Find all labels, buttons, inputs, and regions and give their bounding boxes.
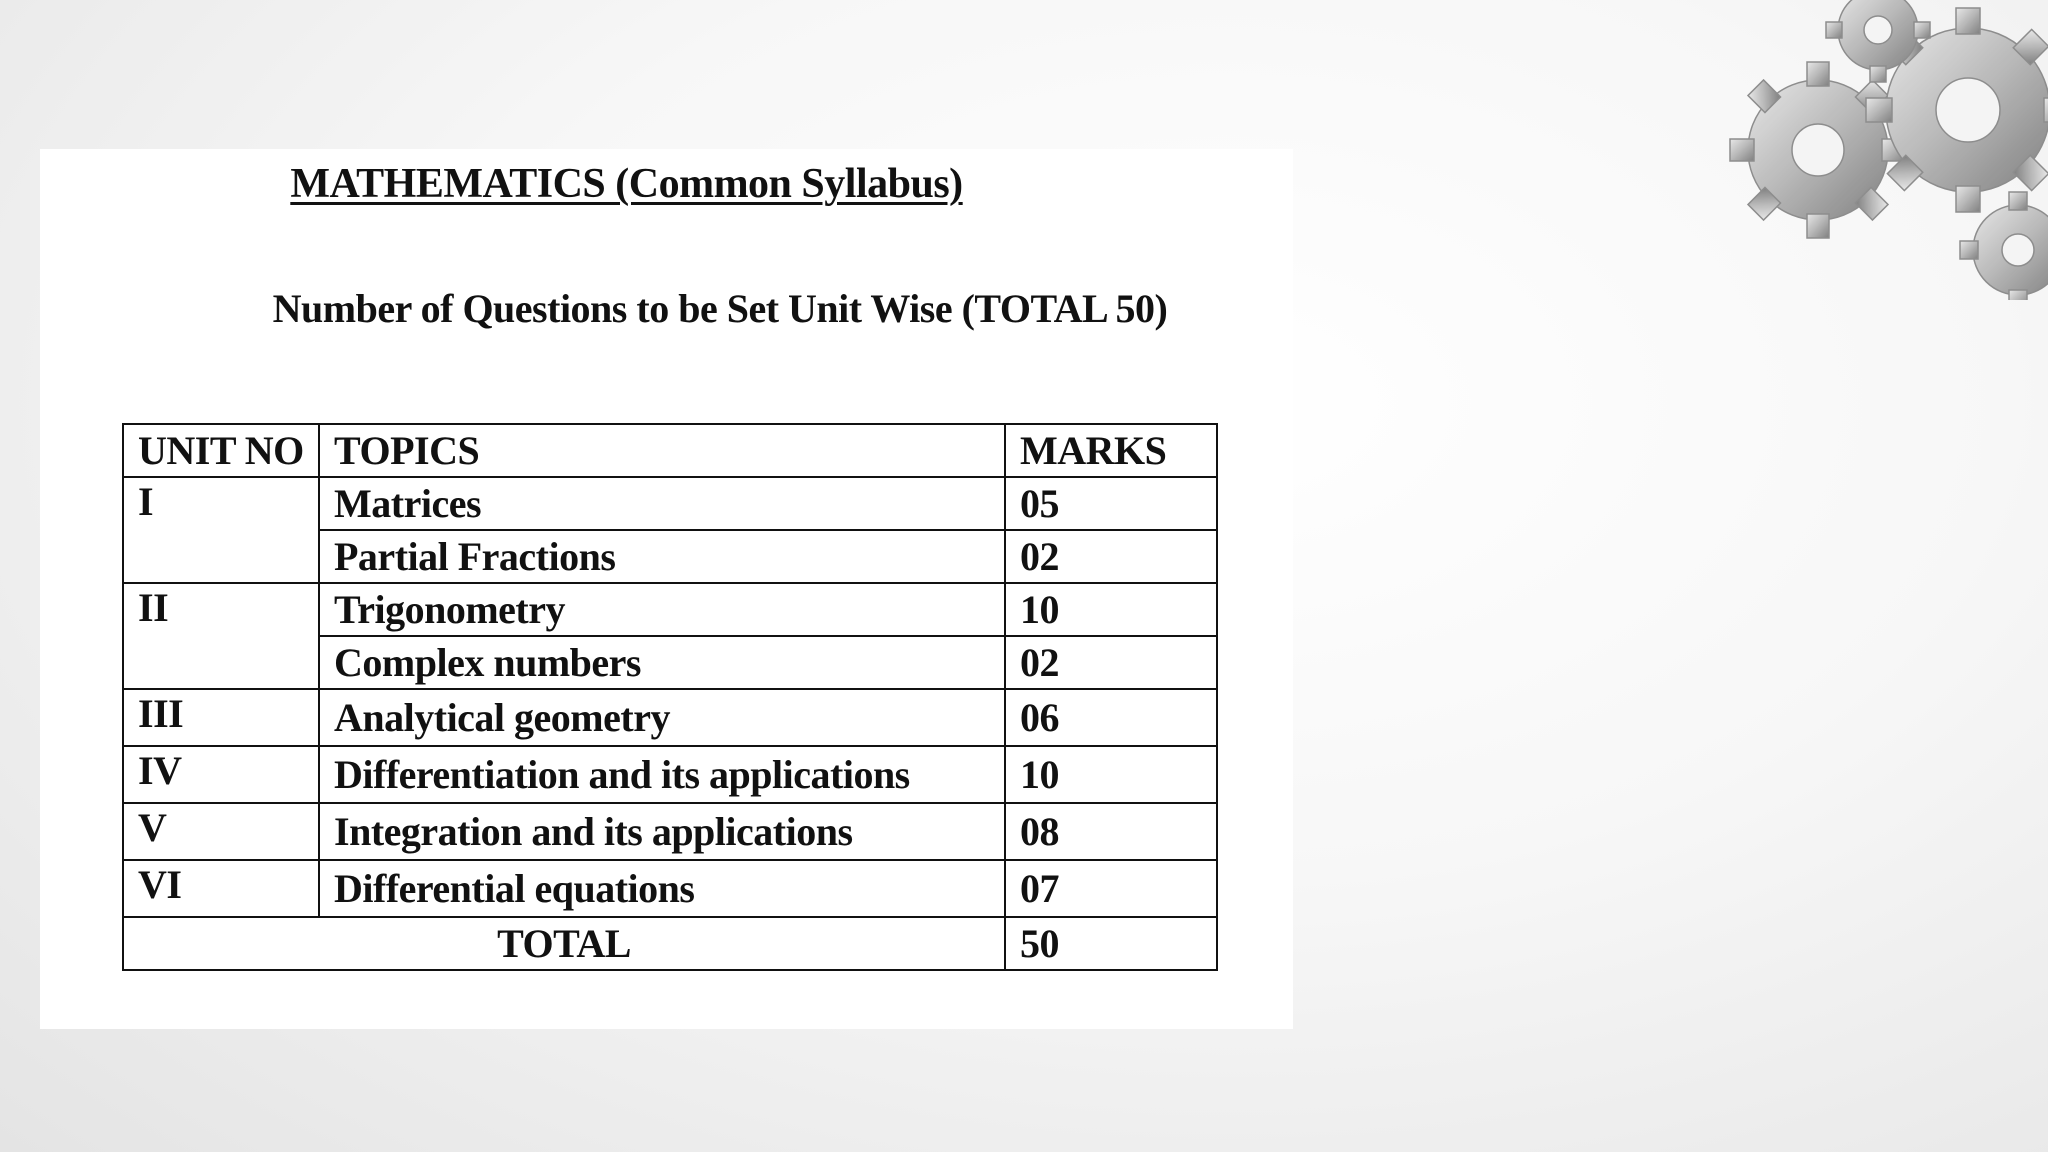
marks-table (122, 423, 1218, 971)
document-subtitle: Number of Questions to be Set Unit Wise (TOTAL 50) (272, 286, 1168, 331)
header-unit-no: UNIT NO (123, 424, 319, 477)
table-row (123, 746, 1217, 803)
gears-icon (1668, 0, 2048, 300)
topic-cell: Trigonometry (319, 583, 1005, 636)
unit-cell: I (123, 477, 319, 583)
topic-cell: Differential equations (319, 860, 1005, 917)
marks-cell: 02 (1005, 530, 1217, 583)
marks-cell: 10 (1005, 746, 1217, 803)
total-marks: 50 (1005, 917, 1217, 970)
marks-cell: 06 (1005, 689, 1217, 746)
topic-cell: Differentiation and its applications (319, 746, 1005, 803)
marks-cell: 02 (1005, 636, 1217, 689)
topic-cell: Complex numbers (319, 636, 1005, 689)
unit-cell: III (123, 689, 319, 746)
unit-cell: V (123, 803, 319, 860)
marks-cell: 07 (1005, 860, 1217, 917)
topic-cell: Integration and its applications (319, 803, 1005, 860)
unit-cell: II (123, 583, 319, 689)
marks-cell: 10 (1005, 583, 1217, 636)
header-marks: MARKS (1005, 424, 1217, 477)
unit-cell: VI (123, 860, 319, 917)
table-header-row (123, 424, 1217, 477)
topic-cell: Partial Fractions (319, 530, 1005, 583)
table-row (123, 583, 1217, 636)
marks-cell: 05 (1005, 477, 1217, 530)
total-label: TOTAL (123, 917, 1005, 970)
table-row (123, 803, 1217, 860)
marks-cell: 08 (1005, 803, 1217, 860)
table-row (123, 860, 1217, 917)
document-title: MATHEMATICS (Common Syllabus) (290, 161, 963, 207)
table-row (123, 477, 1217, 530)
topic-cell: Matrices (319, 477, 1005, 530)
topic-cell: Analytical geometry (319, 689, 1005, 746)
header-topics: TOPICS (319, 424, 1005, 477)
unit-cell: IV (123, 746, 319, 803)
table-row (123, 689, 1217, 746)
table-total-row (123, 917, 1217, 970)
